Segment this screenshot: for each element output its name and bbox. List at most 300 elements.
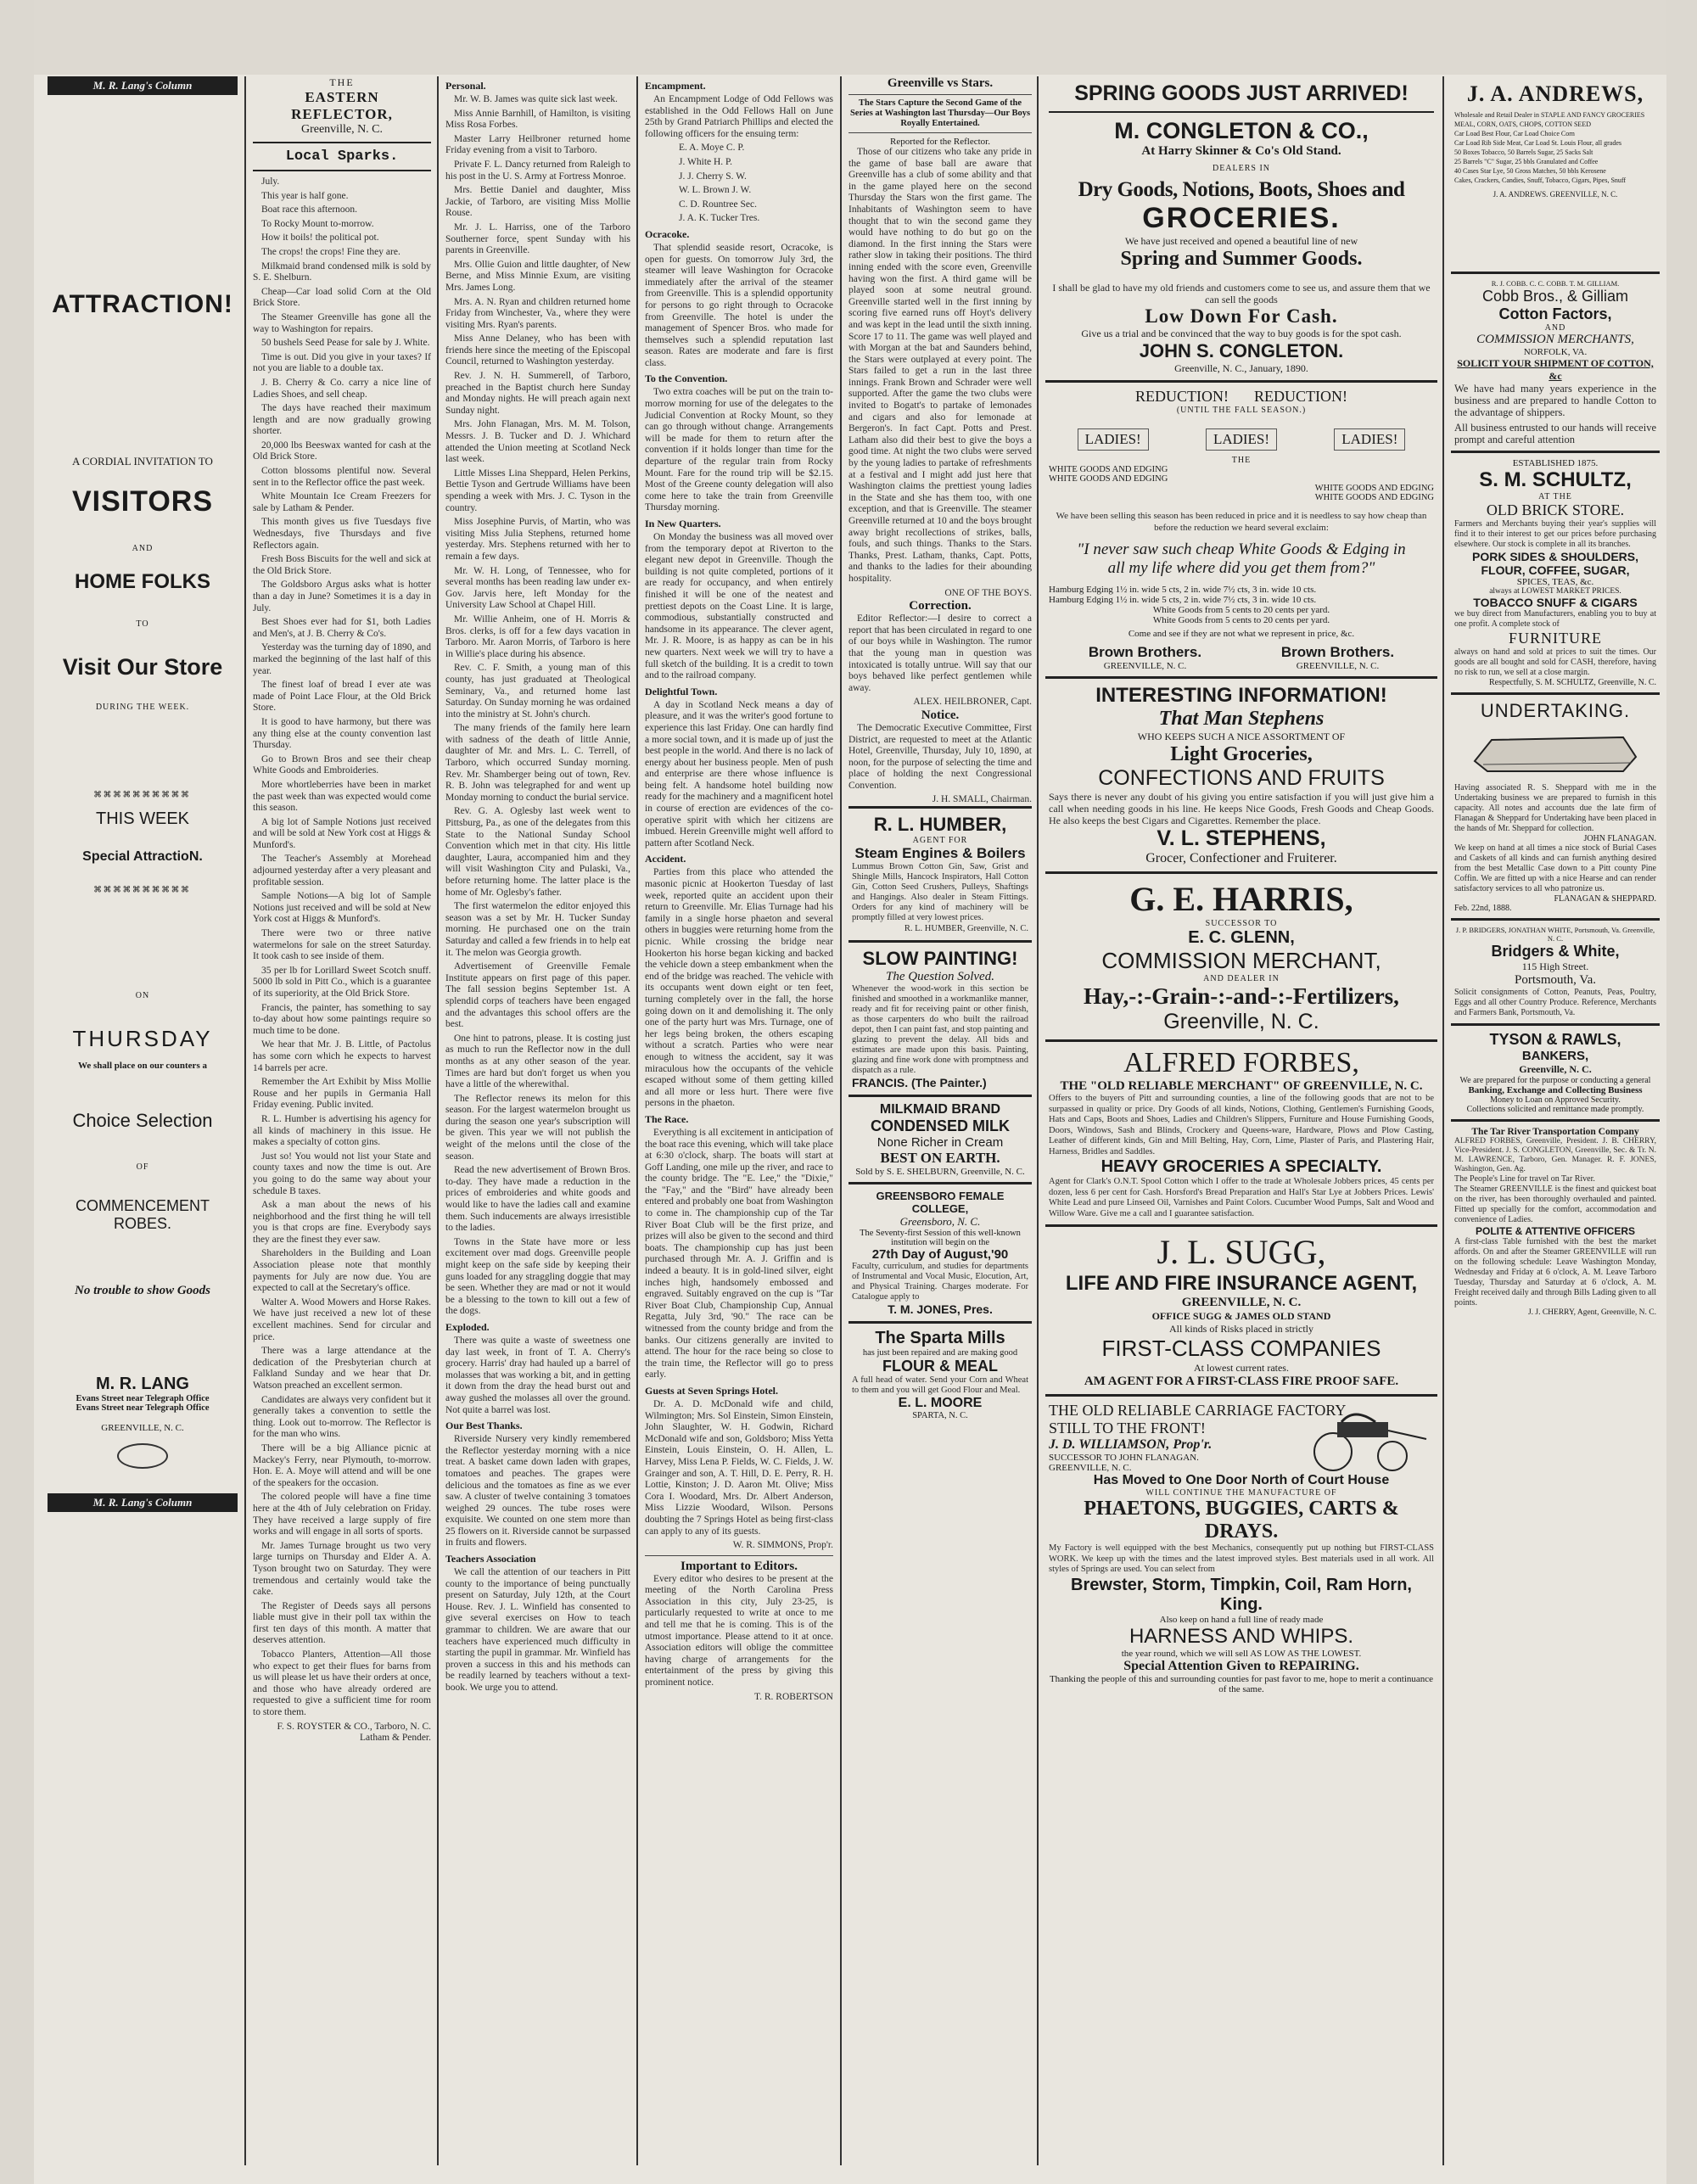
humber-body: Lummus Brown Cotton Gin, Saw, Grist and Shingle Mills, Hancock Inspirators, Hall Cotton Gin, Cotton Seed Crushers, Pulleys, Shaftings and Hangings. Also dealer in Steam Fittings. Orders for any kind of machinery will be promptly filled at very lowest prices. bbox=[852, 862, 1028, 923]
local-item: Fresh Boss Biscuits for the well and sick at the Old Brick Store. bbox=[253, 554, 431, 576]
local-item: We hear that Mr. J. B. Little, of Pactolus has some corn which he expects to harvest 14 barrels per acre. bbox=[253, 1039, 431, 1073]
sparta-owner: E. L. MOORE bbox=[898, 1395, 983, 1410]
established-text: ESTABLISHED 1875. bbox=[1512, 458, 1599, 468]
cobb-ad bbox=[1451, 272, 1660, 451]
sugg-ad bbox=[1045, 1224, 1437, 1394]
milk-seller: Sold by S. E. SHELBURN, Greenville, N. C. bbox=[855, 1166, 1025, 1177]
undertaking-body2: We keep on hand at all times a nice stock of Burial Cases and Caskets of all kinds and can furnish anything desired from the best Metallic Case down to a Pitt county Pine Coffin. We are fitted up with a nice Hearse and can render satisfactory services to all who patronize us. bbox=[1454, 843, 1656, 893]
local-item: There were two or three native watermelons for sale on the street Saturday. It took cash to see inside of them. bbox=[253, 928, 431, 962]
local-item: Best Shoes ever had for $1, both Ladies and Men's, at J. B. Cherry & Co's. bbox=[253, 617, 431, 639]
local-item: This year is half gone. bbox=[261, 190, 349, 201]
casket-illustration bbox=[1466, 727, 1644, 778]
personal-item: Mrs. John Flanagan, Mrs. M. M. Tolson, Messrs. J. B. Tucker and D. J. Whichard attended the Union meeting at Scotland Neck last week. bbox=[445, 419, 630, 465]
andrews-footer: J. A. ANDREWS. GREENVILLE, N. C. bbox=[1493, 190, 1618, 199]
carriage-title: THE OLD RELIABLE CARRIAGE FACTORY bbox=[1049, 1402, 1347, 1420]
local-item: The Teacher's Assembly at Morehead adjourned yesterday after a very pleasant and profitable session. bbox=[253, 854, 431, 888]
local-item: Remember the Art Exhibit by Miss Mollie Rouse and her pupils in Germania Hall Friday evening. Public invited. bbox=[253, 1077, 431, 1111]
brown-city: GREENVILLE, N. C. bbox=[1103, 661, 1187, 672]
exploded-heading: Exploded. bbox=[445, 1320, 490, 1333]
local-sparks-column bbox=[248, 76, 436, 2167]
schultz-ad bbox=[1451, 451, 1660, 692]
schultz-sig: Respectfully, S. M. SCHULTZ, Greenville, N. C. bbox=[1488, 678, 1656, 687]
local-item: Go to Brown Bros and see their cheap White Goods and Embroideries. bbox=[253, 753, 431, 776]
white-goods-line: WHITE GOODS AND EDGING bbox=[1314, 493, 1434, 503]
footer-sig: Latham & Pender. bbox=[360, 1733, 431, 1744]
personal-item: Miss Josephine Purvis, of Martin, who was visiting Miss Julia Stephens, returned home yesterday. Mrs. Stephens returned with her to remain a few days. bbox=[445, 517, 630, 562]
personal-item: Mr. W. H. Long, of Tennessee, who for several months has been reading law under ex-Gov. Jarvis here, left Monday for the University Law School at Chapel Hill. bbox=[445, 565, 630, 611]
white-goods-price: White Goods from 5 cents to 20 cents per yard. bbox=[1152, 615, 1330, 626]
personal-item: The Reflector renews its melon for this season. For the largest watermelon brought us during the season one year's subscription will be given. This year we will not publish the weight of the melons until the close of the season. bbox=[445, 1093, 630, 1162]
of-text: OF bbox=[136, 1162, 149, 1172]
carriage-city: GREENVILLE, N. C. bbox=[1049, 1463, 1132, 1474]
spices-text: SPICES, TEAS, &c. bbox=[1516, 577, 1594, 587]
personal-item: Rev. C. F. Smith, a young man of this county, has just graduated at Theological Seminary, Va., and returned home last Saturday. On Sunday morning he was ordained into the ministry at St. John's church. bbox=[445, 663, 630, 720]
humber-sig: R. L. HUMBER, Greenville, N. C. bbox=[904, 924, 1028, 934]
confections-text: CONFECTIONS AND FRUITS bbox=[1098, 766, 1385, 791]
local-item: The days have reached their maximum length and are now gradually growing shorter. bbox=[253, 403, 431, 437]
solved-text: The Question Solved. bbox=[886, 969, 994, 983]
personal-item: One hint to patrons, please. It is costing just as much to run the Reflector now in the dull months as at any other season of the year. Times are hard but don't forget us when you have a little of the wherewithal. bbox=[445, 1033, 630, 1090]
college-city: Greensboro, N. C. bbox=[899, 1214, 981, 1228]
personal-item: Mrs. Ollie Guion and little daughter, of New Berne, and Miss Minnie Exum, are visiting Mrs. James Long. bbox=[445, 259, 630, 293]
forbes-ad bbox=[1045, 1039, 1437, 1224]
guests-heading: Guests at Seven Springs Hotel. bbox=[645, 1384, 779, 1397]
column-footer: M. R. Lang's Column bbox=[48, 1493, 238, 1512]
thursday-heading: THURSDAY bbox=[72, 1026, 213, 1051]
personal-column bbox=[440, 76, 636, 2167]
heavy-body: Agent for Clark's O.N.T. Spool Cotton which I offer to the trade at Wholesale Jobbers prices, 45 cents per dozen, less 6 per cent for Cash. Horsford's Bread Preparation and Hall's Star Lye at Jobbers Prices. Lewis' White Lead and pure Linseed Oil, Varnishes and Paint Colors. Cucumber Wood Pumps, Salt and Wood and Willow Ware. Give me a call and I guarantee satisfaction. bbox=[1049, 1177, 1434, 1218]
tar-river-title: The Tar River Transportation Company bbox=[1471, 1127, 1639, 1137]
harness-text: HARNESS AND WHIPS. bbox=[1129, 1624, 1354, 1648]
accident-text: Parties from this place who attended the masonic picnic at Hookerton Tuesday of last week, reported quite an accident upon their return to Greenville. Mr. Elias Turnage had his family in a single horse phaeton and several others in buggies were returning home from the picnic. While crossing the bridge near Hookerton his horse began kicking and backed the vehicle down a steep embankment when the end of the bridge was reached. The vehicle with its occupants went down eight or ten feet, turning completely over in the fall, the horse going down on it and demolishing it. The only one of the party hurt was Mrs. Turnage, one of her legs being broken, the others escaping without a scratch. Parties who were near enough to witness the accident, say it was miraculous how the occupants of the vehicle escaped without some of them getting killed and all more or less hurt. There were five persons in the phaeton. bbox=[645, 867, 833, 1109]
high-street: 115 High Street. bbox=[1521, 960, 1589, 972]
life-fire-text: LIFE AND FIRE INSURANCE AGENT, bbox=[1065, 1272, 1418, 1296]
news-column bbox=[640, 76, 838, 2167]
signoff: F. S. ROYSTER & CO., Tarboro, N. C. bbox=[277, 1721, 431, 1732]
thanks-text: Riverside Nursery very kindly remembered the Reflector yesterday morning with a nice treat. A basket came down laden with grapes, tomatoes and peaches. The grapes were delicious and the tomatoes as fine as we ever saw. A cluster of twelve containing 3 tomatoes weighed 29 ounces. The tube roses were exquisite. We counted on one stem more than 25 flowers on it. Riverside cannot be surpassed in fruits and flowers. bbox=[445, 1434, 630, 1548]
repairing-text: Special Attention Given to REPAIRING. bbox=[1123, 1658, 1359, 1673]
commission-text: COMMISSION MERCHANTS, bbox=[1476, 333, 1634, 346]
and-text: AND bbox=[1544, 323, 1566, 333]
polite-body: A first-class Table furnished with the best the market affords. On and after the Steamer GREENVILLE will run on the following schedule: Leave Washington Monday, Wednesday and Friday at 6 o'clock, A. M. Leave Tarboro Tuesday, Thursday and Saturday at 6 o'clock, A. M. Freight received daily and through Bills Lading given to all points. bbox=[1454, 1237, 1657, 1308]
personal-item: Rev. G. A. Oglesby last week went to Pittsburg, Pa., as one of the delegates from this State to the National Sunday School Convention which met in that city. His little daughter, Laura, accompanied him and they will visit Washington City and Pulaski, Va., before returning home. The latter place is the home of Mr. Oglesby's father. bbox=[445, 806, 630, 898]
bridgers-ad bbox=[1451, 918, 1660, 1023]
banking-text: Banking, Exchange and Collecting Business bbox=[1468, 1085, 1643, 1095]
local-item: There was a large attendance at the dedication of the Presbyterian church at Falkland Sunday and we hear that Dr. Watson preached an excellent sermon. bbox=[253, 1346, 431, 1391]
rates-text: At lowest current rates. bbox=[1194, 1362, 1289, 1375]
factory-body: My Factory is well equipped with the best Mechanics, consequently put up nothing but FIRST-CLASS WORK. We keep up with the times and the latest improved styles. Best materials used in all work. All styles of Springs are used. You can select from bbox=[1049, 1543, 1434, 1575]
phaetons-text: PHAETONS, BUGGIES, CARTS & DRAYS. bbox=[1084, 1498, 1399, 1543]
local-item: This month gives us five Tuesdays five Wednesdays, five Thursdays and five Reflectors again. bbox=[253, 517, 431, 551]
norfolk-text: NORFOLK, VA. bbox=[1523, 347, 1588, 357]
column-rule bbox=[840, 76, 842, 2165]
portsmouth-text: Portsmouth, Va. bbox=[1515, 973, 1596, 987]
sparta-text: has just been repaired and are making good bbox=[862, 1347, 1018, 1358]
local-item: July. bbox=[261, 176, 280, 187]
lowest-text: always at LOWEST MARKET PRICES. bbox=[1489, 587, 1621, 596]
encampment-heading: Encampment. bbox=[645, 80, 706, 92]
lang-name: M. R. LANG bbox=[96, 1375, 189, 1393]
personal-item: Mr. Willie Anheim, one of H. Morris & Bros. clerks, is off for a few days vacation in Tarboro. Mr. Aaron Morris, of Tarboro is here in Willie's place during his absence. bbox=[445, 613, 630, 659]
section-title: Local Sparks. bbox=[285, 148, 399, 165]
teachers-text: We call the attention of our teachers in Pitt county to the importance of being punctually present on Saturday, July 12th, at the Court House. Rev. J. L. Winfield has consented to give several exercises on How to teach grammar to children. We are aware that our teachers have experienced much difficulty in starting the pupil in grammar. Mr. Winfield has proven a success in this and his methods can be readily learned by teachers without a text-book. We urge you to attend. bbox=[445, 1567, 630, 1693]
local-items bbox=[253, 176, 431, 1719]
notice-sig: J. H. SMALL, Chairman. bbox=[932, 794, 1032, 805]
delightful-heading: Delightful Town. bbox=[645, 685, 718, 697]
personal-items bbox=[445, 94, 630, 1318]
visit-store-heading: Visit Our Store bbox=[62, 654, 223, 680]
personal-item: The many friends of the family here learn with sadness of the death of little Annie, daughter of Mr. and Mrs. L. C. Terrell, of Tarboro, which occurred Sunday morning. Rev. Mr. Shamberger being out of town, Rev. R. B. John was telegraphed for and went up Monday morning to conduct the burial service. bbox=[445, 723, 630, 803]
stephens-body: Says there is never any doubt of his giving you entire satisfaction if you will just give him a call when needing goods in his line. He keeps Nice Goods, Fresh Goods and Cheap Goods. He also keeps the best Cigars and Cigarettes. Remember the place. bbox=[1049, 791, 1434, 827]
carriage-front: STILL TO THE FRONT! bbox=[1049, 1420, 1206, 1437]
andrews-item: 50 Boxes Tobacco, 50 Barrels Sugar, 25 Sacks Salt bbox=[1454, 148, 1593, 156]
undertaking-title: UNDERTAKING. bbox=[1480, 700, 1631, 721]
local-item: Sample Notions—A big lot of Sample Notions just received and will be sold at New York cost at Higgs & Munford's. bbox=[253, 891, 431, 925]
polite-text: POLITE & ATTENTIVE OFFICERS bbox=[1475, 1225, 1635, 1237]
undertaking-body: Having associated R. S. Sheppard with me in the Undertaking business we are prepared to furnish in this capacity. All notes and accounts due the late firm of Flanagan & Sheppard for Undertaking have been placed in the hands of Mr. Sheppard for collection. bbox=[1454, 783, 1656, 833]
brown-brothers: Brown Brothers. bbox=[1280, 644, 1395, 661]
local-item: Cotton blossoms plentiful now. Several sent in to the Reflector office the past week. bbox=[253, 466, 431, 488]
congleton-name: M. CONGLETON & CO., bbox=[1114, 118, 1369, 143]
andrews-name: J. A. ANDREWS, bbox=[1466, 81, 1644, 106]
robes-heading: COMMENCEMENT ROBES. bbox=[76, 1197, 210, 1232]
personal-heading: Personal. bbox=[445, 80, 486, 92]
college-name: GREENSBORO FEMALE COLLEGE, bbox=[876, 1189, 1005, 1215]
officer-item: E. A. Moye C. P. bbox=[679, 143, 745, 154]
local-item: Shareholders in the Building and Loan Association please note that monthly payments for July are now due. You are expected to call at the Secretary's office. bbox=[253, 1248, 431, 1294]
this-week-heading: THIS WEEK bbox=[95, 809, 189, 828]
logo-emblem bbox=[48, 1443, 238, 1473]
ladies-text: LADIES! bbox=[1206, 428, 1277, 451]
fire-proof-text: AM AGENT FOR A FIRST-CLASS FIRE PROOF SAFE. bbox=[1084, 1375, 1399, 1389]
carriage-ad bbox=[1045, 1394, 1437, 1700]
local-item: Candidates are always very confident but it generally takes a convention to settle the thing. Look out to-morrow. The Reflector is for the man who wins. bbox=[253, 1394, 431, 1440]
address-line: Evans Street near Telegraph Office bbox=[76, 1403, 210, 1413]
successor-text: SUCCESSOR TO JOHN FLANAGAN. bbox=[1049, 1453, 1199, 1464]
ornament-row: ⌘⌘⌘⌘⌘⌘⌘⌘⌘⌘ bbox=[93, 884, 192, 898]
forbes-body: Offers to the buyers of Pitt and surrounding counties, a line of the following goods that are not to be surpassed in quality or price. Dry Goods of all kinds, Notions, Clothing, Gentlemen's Furnishing Goods, Hats and Caps, Boots and Shoes, Ladies and Children's Slippers, Furniture and House Furnishing Goods, Doors, Windows, Sash and Blinds, Crockery and Queens-ware, Hardware, Plows and Plow Casting, Leather of different kinds, Gin and Mill Belting, Hay, Corn, Lime, Plaster of Paris, and Plastering Hair, Harness, Bridles and Saddles. bbox=[1049, 1094, 1434, 1156]
thanking-text: Thanking the people of this and surrounding counties for past favor to me, hope to merit a continuance of the same. bbox=[1049, 1673, 1434, 1694]
local-item: It is good to have harmony, but there was any thing else at the county convention last Thursday. bbox=[253, 716, 431, 751]
andrews-item: MEAL, CORN, OATS, CHOPS, COTTON SEED bbox=[1454, 120, 1591, 128]
baseball-sig: ONE OF THE BOYS. bbox=[944, 587, 1032, 598]
light-groceries: Light Groceries, bbox=[1170, 743, 1313, 766]
andrews-item: Wholesale and Retail Dealer in STAPLE AND FANCY GROCERIES bbox=[1454, 111, 1645, 119]
white-goods-line: WHITE GOODS AND EDGING bbox=[1049, 474, 1168, 484]
local-item: The Register of Deeds says all persons liable must give in their poll tax within the first ten days of this month. A matter that deserves attention. bbox=[253, 1600, 431, 1646]
low-cash-text: Low Down For Cash. bbox=[1145, 305, 1338, 328]
personal-item: Mrs. A. N. Ryan and children returned home Friday from Winchester, Va., where they were visiting Mrs. Ryan's parents. bbox=[445, 296, 630, 330]
humber-ad bbox=[848, 806, 1032, 940]
personal-item: Little Misses Lina Sheppard, Helen Perkins, Bettie Tyson and Gertrude Williams have been spending a week with Mrs. J. C. Tyson in the country. bbox=[445, 468, 630, 513]
ornament-row: ⌘⌘⌘⌘⌘⌘⌘⌘⌘⌘ bbox=[93, 789, 192, 803]
dry-goods-text: Dry Goods, Notions, Boots, Shoes and bbox=[1078, 178, 1405, 201]
andrews-item: 25 Barrels "C" Sugar, 25 bbls Granulated and Coffee bbox=[1454, 158, 1599, 165]
sparta-ad bbox=[848, 1321, 1032, 1425]
bridgers-partners: J. P. BRIDGERS, JONATHAN WHITE, Portsmouth, Va. Greenville, N. C. bbox=[1455, 926, 1655, 943]
tobacco-body: we buy direct from Manufacturers, enabling you to buy at one profit. A complete stock of bbox=[1454, 609, 1656, 629]
year-round-text: the year round, which we will sell AS LOW AS THE LOWEST. bbox=[1121, 1648, 1362, 1659]
heavy-groceries: HEAVY GROCERIES A SPECIALTY. bbox=[1101, 1157, 1382, 1177]
dealers-text: DEALERS IN bbox=[1212, 164, 1271, 173]
slow-painting-title: SLOW PAINTING! bbox=[862, 947, 1018, 969]
white-goods-line: WHITE GOODS AND EDGING bbox=[1049, 465, 1168, 475]
local-item: More whortleberries have been in market the past week than was expected would come this season. bbox=[253, 779, 431, 814]
local-item: J. B. Cherry & Co. carry a nice line of Ladies Shoes, and sell cheap. bbox=[253, 377, 431, 400]
baseball-subtitle: The Stars Capture the Second Game of the Series at Washington last Thursday—Our Boys Royally Entertained. bbox=[849, 98, 1031, 128]
special-heading: Special AttractioN. bbox=[82, 849, 203, 864]
personal-item: The first watermelon the editor enjoyed this season was a set by Mr. H. Tucker Sunday morning. He purchased one on the train Saturday and called a few friends in to help eat it. The melon was Georgia growth. bbox=[445, 901, 630, 958]
race-text: Everything is all excitement in anticipation of the boat race this evening, which will take place at 6:30 o'clock, sharp. The boats will start at Goff Landing, one mile up the river, and race to the county bridge. The "E. Lee," the "Dixie," the "Fay," and the "Bird" have already been entered and probably one boat from Washington to come in. The championship cup of the Tar River Boat Club will be the first prize, and prizes will also be given to the second and third boats. The championship cup has just been purchased through Mr. A. J. Griffin and is indeed a beauty. It is in gold-lined silver, eight inches high, handsomely embossed and engraved. Suitably engraved on the cup is "Tar River Boat Club, Championship Cup, Annual Regatta, July 3rd, '90." The race can be witnessed from the county bridge and from the banks. Our citizens generally are invited to attend. The hour for the race being so close to the train time, the Reflector will go to press early. bbox=[645, 1127, 833, 1380]
spring-goods-title: SPRING GOODS JUST ARRIVED! bbox=[1074, 81, 1409, 105]
francis-sig: FRANCIS. (The Painter.) bbox=[852, 1075, 987, 1089]
convention-text: Two extra coaches will be put on the train to-morrow morning for use of the delegates to the Judicial Convention at Rocky Mount, so they can go through without change. Arrangements will be made for them to return after the convention if it holds longer than time for the departure of the regular train from Rocky Mount. Fare for the round trip will be $2.15. Most of the Greene county delegation will also come here to take the train from Greenville Thursday morning. bbox=[645, 387, 833, 513]
buggy-illustration bbox=[1295, 1405, 1431, 1473]
right-margin bbox=[1666, 0, 1697, 2184]
tar-river-officers: ALFRED FORBES, Greenville, President. J. B. CHERRY, Vice-President. J. S. CONGLETON, Greenville, Sec. & Tr. N. M. LAWRENCE, Tarboro, Gen. Manager. R. F. JONES, Washington, Gen. Ag. bbox=[1454, 1137, 1656, 1173]
hamburg-line: Hamburg Edging 1½ in. wide 5 cts, 2 in. wide 7½ cts, 3 in. wide 10 cts. bbox=[1049, 595, 1317, 606]
personal-item: Miss Anne Delaney, who has been with friends here since the meeting of the Episcopal Council, returned to Washington yesterday. bbox=[445, 333, 630, 367]
local-item: Cheap—Car load solid Corn at the Old Brick Store. bbox=[253, 286, 431, 309]
summer-goods-text: Spring and Summer Goods. bbox=[1120, 248, 1363, 270]
personal-item: Private F. L. Dancy returned from Raleigh to his post in the U. S. Army at Fortress Monroe. bbox=[445, 159, 630, 182]
local-item: How it boils! the political pot. bbox=[261, 232, 379, 244]
tyson-city: Greenville, N. C. bbox=[1519, 1063, 1592, 1075]
quarters-text: On Monday the business was all moved over from the temporary depot at Riverton to the elegant new depot in Greenville. Though the building is not quite completed, portions of it are ready for occupancy, and when entirely finished it will be one of the neatest and prettiest depots on the Coast Line. It is large, commodious, substantially constructed and handsome in its appearance. The clever agent, Mr. J. R. Moore, is as happy as can be in his new quarters. Next week we will try to have a full sketch of the building. It is a credit to town and to the railroad company. bbox=[645, 532, 833, 681]
local-item: The colored people will have a fine time here at the 4th of July celebration on Friday. They have received a large supply of fire works and will engage in all sorts of sports. bbox=[253, 1492, 431, 1537]
bridgers-body: Solicit consignments of Cotton, Peanuts, Peas, Poultry, Eggs and all other Country Produce. Reference, Merchants and Farmers Bank, Portsmouth, Va. bbox=[1454, 988, 1656, 1017]
masthead-title: EASTERN REFLECTOR, bbox=[291, 89, 393, 122]
right-ads-column bbox=[1446, 76, 1665, 2167]
exploded-text: There was quite a waste of sweetness one day last week, in front of T. A. Cherry's grocery. Harris' dray had hauled up a barrel of molasses that was working a bit, and in getting it down from the dray the head burst out and away gushed the molasses all over the ground. Not quite a barrel was lost. bbox=[445, 1335, 630, 1415]
at-the-text: AT THE bbox=[1538, 492, 1572, 501]
invite-text: A CORDIAL INVITATION TO bbox=[72, 455, 213, 468]
place-text: We shall place on our counters a bbox=[78, 1061, 207, 1071]
trouble-text: No trouble to show Goods bbox=[74, 1284, 211, 1297]
milk-brand: MILKMAID BRAND bbox=[879, 1101, 1001, 1117]
harris-ad bbox=[1045, 871, 1437, 1039]
dealer-in-text: AND DEALER IN bbox=[1203, 974, 1280, 984]
personal-item: Miss Annie Barnhill, of Hamilton, is visiting Miss Rosa Forbes. bbox=[445, 108, 630, 131]
local-item: There will be a big Alliance picnic at Mackey's Ferry, near Plymouth, to-morrow. Hon. E. A. Moye will attend and will be one of the speakers for the occasion. bbox=[253, 1442, 431, 1488]
office-text: OFFICE SUGG & JAMES OLD STAND bbox=[1151, 1310, 1331, 1323]
glad-text: I shall be glad to have my old friends and customers come to see us, and assure them that we can sell the goods bbox=[1052, 282, 1431, 305]
brown-brothers: Brown Brothers. bbox=[1088, 644, 1202, 661]
selling-text: We have been selling this season has been reduced in price and it is needless to say how cheap than before the reduction we heard several exclaim: bbox=[1056, 511, 1427, 533]
congleton-ad bbox=[1045, 76, 1437, 380]
college-date: 27th Day of August,'90 bbox=[871, 1246, 1009, 1262]
harris-name: G. E. HARRIS, bbox=[1129, 880, 1353, 919]
personal-item: Towns in the State have more or less excitement over mad dogs. Greenville people might keep on the safe side by keeping their guns loaded for any straggling doggie that may be seen. Whether they are mad or not it would be a blessing to the town to kill out a few of the dogs. bbox=[445, 1236, 630, 1317]
agents-text: J. J. CHERRY, Agent, Greenville, N. C. bbox=[1527, 1308, 1656, 1317]
brands-text: Brewster, Storm, Timpkin, Coil, Ram Horn, King. bbox=[1071, 1575, 1412, 1614]
congleton-date: Greenville, N. C., January, 1890. bbox=[1174, 362, 1308, 375]
local-item: Time is out. Did you give in your taxes? If not you are liable to a double tax. bbox=[253, 351, 431, 374]
successor-text: SUCCESSOR TO bbox=[1205, 919, 1278, 929]
cobb-body: We have had many years experience in the business and are prepared to handle Cotton to the advantage of shippers. bbox=[1454, 383, 1656, 418]
white-goods-price: White Goods from 5 cents to 20 cents per yard. bbox=[1152, 605, 1330, 616]
choice-heading: Choice Selection bbox=[72, 1110, 213, 1131]
attraction-heading: ATTRACTION! bbox=[52, 290, 233, 318]
personal-item: Read the new advertisement of Brown Bros. to-day. They have made a reduction in the prices of embroideries and white goods and would like to have the ladies call and examine them. Such inducements are always irresistible to the ladies. bbox=[445, 1165, 630, 1234]
tar-river-body2: The Steamer GREENVILLE is the finest and quickest boat on the river, has been thoroughly overhauled and painted. Fitted up specially for the comfort, accommodation and convenience of Ladies. bbox=[1454, 1184, 1656, 1224]
tyson-ad bbox=[1451, 1023, 1660, 1119]
personal-item: Master Larry Heilbroner returned home Friday evening from a visit to Tarboro. bbox=[445, 133, 630, 156]
stephens-heading: That Man Stephens bbox=[1158, 708, 1325, 731]
personal-item: Mr. J. L. Harriss, one of the Tarboro Southerner force, spent Sunday with his parents in Greenville. bbox=[445, 221, 630, 256]
flour-text: FLOUR, COFFEE, SUGAR, bbox=[1481, 563, 1630, 577]
correction-heading: Correction. bbox=[909, 599, 972, 613]
forbes-name: ALFRED FORBES, bbox=[1123, 1047, 1359, 1079]
officer-item: J. White H. P. bbox=[679, 156, 733, 167]
left-margin bbox=[0, 0, 34, 2184]
city-text: GREENVILLE, N. C. bbox=[101, 1423, 184, 1433]
address-line: Evans Street near Telegraph Office bbox=[76, 1394, 210, 1403]
cobb-partners: R. J. COBB. C. C. COBB. T. M. GILLIAM. bbox=[1491, 279, 1620, 288]
come-text: Come and see if they are not what we represent in price, &c. bbox=[1128, 629, 1355, 640]
white-goods-line: WHITE GOODS AND EDGING bbox=[1314, 484, 1434, 494]
pork-text: PORK SIDES & SHOULDERS, bbox=[1471, 550, 1639, 563]
vl-stephens: V. L. STEPHENS, bbox=[1157, 826, 1326, 851]
local-item: Just so! You would not list your State and county taxes and now the time is out. Are you going to do the same way about your schedule B taxes. bbox=[253, 1151, 431, 1196]
brick-store: OLD BRICK STORE. bbox=[1486, 501, 1625, 518]
give-trial-text: Give us a trial and be convinced that the way to buy goods is for the spot cash. bbox=[1081, 328, 1402, 340]
local-item: The crops! the crops! Fine they are. bbox=[261, 246, 400, 257]
on-text: ON bbox=[135, 991, 150, 1000]
local-item: The finest loaf of bread I ever ate was made of Point Lace Flour, at the Old Brick Store. bbox=[253, 680, 431, 714]
furniture-body: always on hand and sold at prices to suit the times. Our goods are all bought and sold for CASH, therefore, having no risk to run, we sell at a close margin. bbox=[1454, 647, 1656, 677]
notice-heading: Notice. bbox=[921, 708, 960, 722]
engines-text: Steam Engines & Boilers bbox=[854, 845, 1026, 862]
lang-column bbox=[42, 76, 243, 2167]
harris-city: Greenville, N. C. bbox=[1163, 1010, 1319, 1034]
painting-ad bbox=[848, 940, 1032, 1095]
baseball-column bbox=[843, 76, 1037, 2167]
undertaking-ad bbox=[1451, 692, 1660, 918]
undertaking-date: Feb. 22nd, 1888. bbox=[1454, 904, 1512, 913]
andrews-ad bbox=[1451, 76, 1660, 272]
milk-tagline: None Richer in Cream bbox=[877, 1134, 1004, 1150]
cobb-name: Cobb Bros., & Gilliam bbox=[1481, 288, 1629, 305]
week-text: DURING THE WEEK. bbox=[95, 703, 190, 712]
quote-text: "I never saw such cheap White Goods & Edging in all my life where did you get them from?" bbox=[1077, 540, 1406, 578]
money-text: Money to Loan on Approved Security. bbox=[1490, 1095, 1621, 1105]
delightful-text: A day in Scotland Neck means a day of pleasure, and it was the writer's good fortune to experience this last Friday. One can hardly find a more social town, and it is made up of just the best people in the world. And there is no lack of energy about her business people. Men of push and enterprise are there whose influence is being felt. A handsome hotel building now ready for the machinery and a magnificent hotel in course of erection are evidences of the co-operative spirit with which her citizens are imbued. Herein Greenville might well afford to pattern after Scotland Neck. bbox=[645, 699, 833, 848]
williamson-name: J. D. WILLIAMSON, Prop'r. bbox=[1049, 1437, 1213, 1453]
hay-grain-text: Hay,-:-Grain-:-and-:-Fertilizers, bbox=[1084, 983, 1399, 1010]
andrews-list bbox=[1454, 110, 1656, 185]
milk-best: BEST ON EARTH. bbox=[880, 1149, 1000, 1166]
college-text: The Seventy-first Session of this well-known institution will begin on the bbox=[860, 1228, 1021, 1247]
schultz-body: Farmers and Merchants buying their year's supplies will find it to their interest to get our prices before purchasing elsewhere. Our stock is complete in all its branches. bbox=[1454, 519, 1656, 549]
college-ad bbox=[848, 1182, 1032, 1321]
the-text: THE bbox=[1231, 456, 1252, 466]
andrews-item: Cakes, Crackers, Candies, Snuff, Tobacco, Cigars, Pipes, Snuff bbox=[1454, 176, 1627, 184]
personal-item: Mr. W. B. James was quite sick last week. bbox=[454, 94, 618, 104]
bankers-text: BANKERS, bbox=[1521, 1049, 1589, 1063]
grocer-text: Grocer, Confectioner and Fruiterer. bbox=[1145, 851, 1337, 866]
harness-pre: Also keep on hand a full line of ready made bbox=[1159, 1614, 1324, 1625]
ocracoke-heading: Ocracoke. bbox=[645, 227, 690, 240]
andrews-item: Car Load Best Flour, Car Load Choice Corn bbox=[1454, 130, 1575, 137]
masthead-the: THE bbox=[329, 76, 355, 88]
teachers-heading: Teachers Association bbox=[445, 1553, 536, 1565]
local-item: Francis, the painter, has something to say to-day about how some paintings require so much time to be done. bbox=[253, 1002, 431, 1036]
congleton-location: At Harry Skinner & Co's Old Stand. bbox=[1141, 144, 1341, 158]
until-text: (UNTIL THE FALL SEASON.) bbox=[1176, 406, 1307, 416]
glenn-name: E. C. GLENN, bbox=[1188, 928, 1295, 948]
officer-list bbox=[645, 143, 833, 225]
baseball-body: Those of our citizens who take any pride in the game of base ball are aware that Greenville has a club of some ability and that in the game played here on the second Thursday the Stars won the first game. The Inhabitants of Washington seem to have thought that to win the second game they would have nothing to do but go on the diamond. In the first inning the Stars were rather slow in taking their positions. The third inning ended with the score even, Greenville having won the first. A third game will be played soon at some neutral ground. Greenville started well in the first inning by scoring five earned runs off Hoyt's delivery and was kept in the lead until the sixth inning. Score 17 to 11. The game was well played and with Morgan at the bat and Saunders behind, the Stars were outplayed at every point. The Stars failed to get a run in the last three innings. Frank Brown and Schrader were well supported. After the game the two clubs were invited to Bogatt's to partake of lemonades and cigars and also for lemonade at Bergeron's. In fact Capt. Potts and Prest. Latham also did their best to give the boys a good time. At night the two clubs were served by the young ladies to partake of refreshments at a festival and I might add just here that Washington claims the prettiest young ladies in the State and she has them too, with one exception, and that is Greenville. The steamer Greenville returned at 10 and the boys brought away bright recollections of strikes, balls, fouls, and such things. Thanks to the Stars. Thanks, Prest. Latham, thanks, Capt. Potts, and thanks to the ladies for their abounding hospitality. bbox=[848, 147, 1032, 584]
collections-text: Collections solicited and remittance made promptly. bbox=[1466, 1105, 1644, 1114]
reported-text: Reported for the Reflector. bbox=[890, 137, 990, 147]
officer-item: C. D. Rountree Sec. bbox=[679, 199, 757, 210]
local-item: 50 bushels Seed Pease for sale by J. White. bbox=[261, 338, 430, 349]
continue-text: WILL CONTINUE THE MANUFACTURE OF bbox=[1145, 1488, 1337, 1498]
officer-item: J. J. Cherry S. W. bbox=[679, 171, 747, 182]
to-text: TO bbox=[136, 619, 149, 629]
milk-ad bbox=[848, 1095, 1032, 1182]
tar-river-ad bbox=[1451, 1119, 1660, 1322]
column-rule bbox=[244, 76, 246, 2165]
ocracoke-text: That splendid seaside resort, Ocracoke, is open for guests. On tomorrow July 3rd, the steamer will leave Washington for Ocracoke immediately after the arrival of the steamer from Greenville. This is a splendid opportunity for persons to go right through to Ocracoke from Greenville. The hotel is under the management of Spencer Bros. who made for themselves such a splendid reputation last season. Rates are moderate and fare is first class. bbox=[645, 242, 833, 368]
local-item: To Rocky Mount to-morrow. bbox=[261, 218, 374, 229]
andrews-item: 40 Cases Star Lye, 50 Gross Matches, 50 bbls Kerosene bbox=[1454, 167, 1606, 175]
commission-merchant: COMMISSION MERCHANT, bbox=[1101, 948, 1381, 974]
agent-text: AGENT FOR bbox=[912, 836, 968, 846]
encampment-text: An Encampment Lodge of Odd Fellows was established in the Odd Fellows Hall on June 25th by Grand Patriarch Phillips and elected the following officers for the ensuing term: bbox=[645, 94, 833, 139]
local-item: Tobacco Planters, Attention—All those who expect to get their flues for barns from us will please let us have their orders at once, and those who have already ordered are requested to give a sufficient time for room to store them. bbox=[253, 1649, 431, 1718]
masthead-city: Greenville, N. C. bbox=[300, 123, 384, 136]
local-item: Walter A. Wood Mowers and Horse Rakes. We have just received a new lot of these excellent machines. Send for circular and price. bbox=[253, 1296, 431, 1342]
received-text: We have just received and opened a beautiful line of new bbox=[1124, 235, 1358, 247]
correction-text: Editor Reflector:—I desire to correct a report that has been circulated in regard to one of our boys while in Washington. The rumor that the young man in question was intoxicated is totally untrue. Will say that our boys behaved like perfect gentlemen while away. bbox=[848, 613, 1032, 693]
brown-bros-ad bbox=[1045, 380, 1437, 676]
important-signature: T. R. ROBERTSON bbox=[753, 1691, 833, 1702]
sparta-name: The Sparta Mills bbox=[875, 1328, 1005, 1347]
ladies-text: LADIES! bbox=[1078, 428, 1149, 451]
first-class-text: FIRST-CLASS COMPANIES bbox=[1101, 1336, 1381, 1362]
bridgers-name: Bridgers & White, bbox=[1491, 943, 1620, 960]
sparta-city: SPARTA, N. C. bbox=[912, 1410, 968, 1420]
tobacco-text: TOBACCO SNUFF & CIGARS bbox=[1473, 596, 1638, 609]
john-congleton: JOHN S. CONGLETON. bbox=[1139, 340, 1344, 362]
notice-text: The Democratic Executive Committee, First District, are requested to meet at the Atlantic Hotel, Greenville, Thursday, July 10, 1890, at noon, for the purpose of selecting the time and place of holding the next Congressional Convention. bbox=[848, 722, 1032, 791]
reliable-merchant: THE "OLD RELIABLE MERCHANT" OF GREENVILLE, N. C. bbox=[1060, 1079, 1423, 1094]
local-item: Milkmaid brand condensed milk is sold by S. E. Shelburn. bbox=[253, 260, 431, 283]
visitors-heading: VISITORS bbox=[71, 485, 214, 518]
moved-text: Has Moved to One Door North of Court House bbox=[1093, 1473, 1390, 1488]
column-rule bbox=[636, 76, 638, 2165]
andrews-item: Car Load Rib Side Meat, Car Load St. Louis Flour, all grades bbox=[1454, 139, 1621, 147]
personal-item: Rev. J. N. H. Summerell, of Tarboro, preached in the Baptist church here Sunday and Monday nights. He will preach again next Sunday night. bbox=[445, 371, 630, 416]
thanks-heading: Our Best Thanks. bbox=[445, 1420, 523, 1432]
column-rule bbox=[1037, 76, 1039, 2165]
home-folks-heading: HOME FOLKS bbox=[75, 570, 210, 593]
flanagan-sig: JOHN FLANAGAN. bbox=[1583, 834, 1656, 843]
column-rule bbox=[1442, 76, 1444, 2165]
reduction-text: REDUCTION! bbox=[1135, 388, 1229, 406]
top-strip bbox=[0, 0, 1697, 75]
stephens-ad bbox=[1045, 676, 1437, 871]
race-heading: The Race. bbox=[645, 1112, 689, 1125]
reduction-text: REDUCTION! bbox=[1254, 388, 1347, 406]
quarters-heading: In New Quarters. bbox=[645, 518, 721, 529]
groceries-text: GROCERIES. bbox=[1142, 202, 1341, 234]
local-item: The Goldsboro Argus asks what is hotter than a day in June? Sometimes it is a day in July. bbox=[253, 580, 431, 613]
ladies-text: LADIES! bbox=[1334, 428, 1405, 451]
guests-text: Dr. A. D. McDonald wife and child, Wilmington; Mrs. Sol Einstein, Simon Einstein, John Slaughter, W. H. Godwin, Richard McDonald wife and son, Goldsboro; Miss Yetta Einstein, Louis Einstein, O. H. Allen, L. Harvey, Miss Lena P. Fields, W. C. Fields, J. W. Grainger and son, A. T. Hill, D. E. Perry, R. H. Lottie, Kinston; J. D. Aaron Mt. Olive; Miss Cora I. Woodard, Mrs. Dr. Albert Anderson, Miss Lizzie Woodard, Wilson. Persons doubting the 7 Springs Hotel as being first-class can apply to any of its guests. bbox=[645, 1398, 833, 1537]
